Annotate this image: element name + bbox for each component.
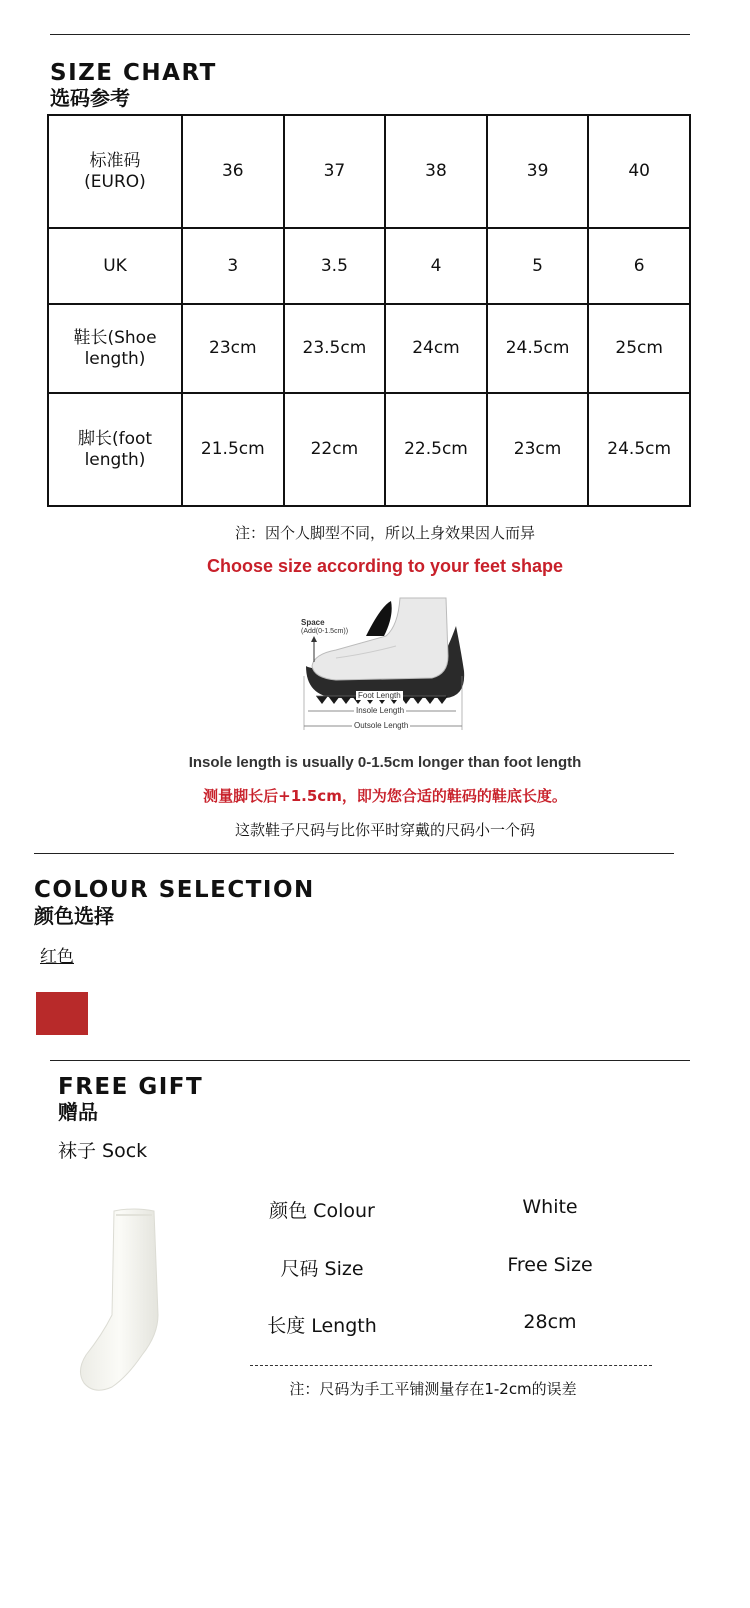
table-cell: 23cm	[182, 304, 284, 393]
table-cell: 36	[182, 115, 284, 228]
table-cell: 22.5cm	[385, 393, 487, 506]
table-cell: 24.5cm	[588, 393, 690, 506]
table-cell: 24.5cm	[487, 304, 589, 393]
table-cell: 21.5cm	[182, 393, 284, 506]
table-cell: 23cm	[487, 393, 589, 506]
space-add-label: (Add(0-1.5cm))	[301, 628, 349, 635]
space-label: Space	[301, 618, 325, 627]
table-cell: 37	[284, 115, 386, 228]
colour-swatch-red[interactable]	[36, 992, 88, 1035]
table-cell: 38	[385, 115, 487, 228]
gift-prop-name: 尺码 Size	[280, 1258, 364, 1280]
outsole-length-label: Outsole Length	[354, 721, 409, 730]
gift-prop-value: White	[522, 1196, 578, 1218]
shoe-diagram	[296, 596, 468, 736]
gift-prop-name: 颜色 Colour	[269, 1200, 375, 1222]
gift-prop-value: 28cm	[523, 1311, 577, 1333]
table-cell: 5	[487, 228, 589, 304]
row-header: 鞋长(Shoe length)	[48, 304, 182, 393]
table-cell: 39	[487, 115, 589, 228]
measure-note: 测量脚长后+1.5cm，即为您合适的鞋码的鞋底长度。	[203, 787, 567, 805]
gift-note: 注：尺码为手工平铺测量存在1-2cm的误差	[289, 1380, 577, 1398]
table-cell: 3	[182, 228, 284, 304]
colour-title-zh: 颜色选择	[34, 904, 114, 928]
sock-image	[72, 1205, 172, 1395]
shoe-illustration	[296, 596, 468, 736]
size-table	[47, 114, 691, 507]
table-row	[48, 228, 690, 304]
gift-title-zh: 赠品	[58, 1100, 98, 1124]
table-cell: 23.5cm	[284, 304, 386, 393]
gift-prop-name: 长度 Length	[267, 1315, 377, 1337]
gift-dashed-divider	[250, 1365, 652, 1366]
row-header: UK	[48, 228, 182, 304]
table-cell: 6	[588, 228, 690, 304]
gift-title: FREE GIFT	[58, 1074, 204, 1100]
foot-length-label: Foot Length	[358, 691, 401, 700]
table-row	[48, 304, 690, 393]
top-divider	[50, 34, 690, 35]
gift-divider	[50, 1060, 690, 1061]
table-cell: 3.5	[284, 228, 386, 304]
table-cell: 4	[385, 228, 487, 304]
colour-divider	[34, 853, 674, 854]
size-chart-title-zh: 选码参考	[50, 86, 130, 110]
gift-prop-value: Free Size	[507, 1254, 593, 1276]
guide-title: Choose size according to your feet shape	[206, 556, 564, 576]
table-cell: 22cm	[284, 393, 386, 506]
insole-length-label: Insole Length	[356, 706, 405, 715]
size-chart-title: SIZE CHART	[50, 60, 217, 86]
size-note: 注：因个人脚型不同，所以上身效果因人而异	[234, 524, 535, 542]
table-cell: 40	[588, 115, 690, 228]
insole-note: Insole length is usually 0-1.5cm longer than foot length	[188, 754, 582, 771]
colour-title: COLOUR SELECTION	[34, 877, 315, 903]
colour-option-label[interactable]: 红色	[40, 947, 74, 967]
row-header: 脚长(foot length)	[48, 393, 182, 506]
row-header: 标准码 (EURO)	[48, 115, 182, 228]
table-cell: 25cm	[588, 304, 690, 393]
sock-illustration	[72, 1205, 172, 1395]
gift-item: 袜子 Sock	[58, 1140, 148, 1162]
table-cell: 24cm	[385, 304, 487, 393]
table-row	[48, 115, 690, 228]
size-small-note: 这款鞋子尺码与比你平时穿戴的尺码小一个码	[234, 821, 535, 839]
table-row	[48, 393, 690, 506]
